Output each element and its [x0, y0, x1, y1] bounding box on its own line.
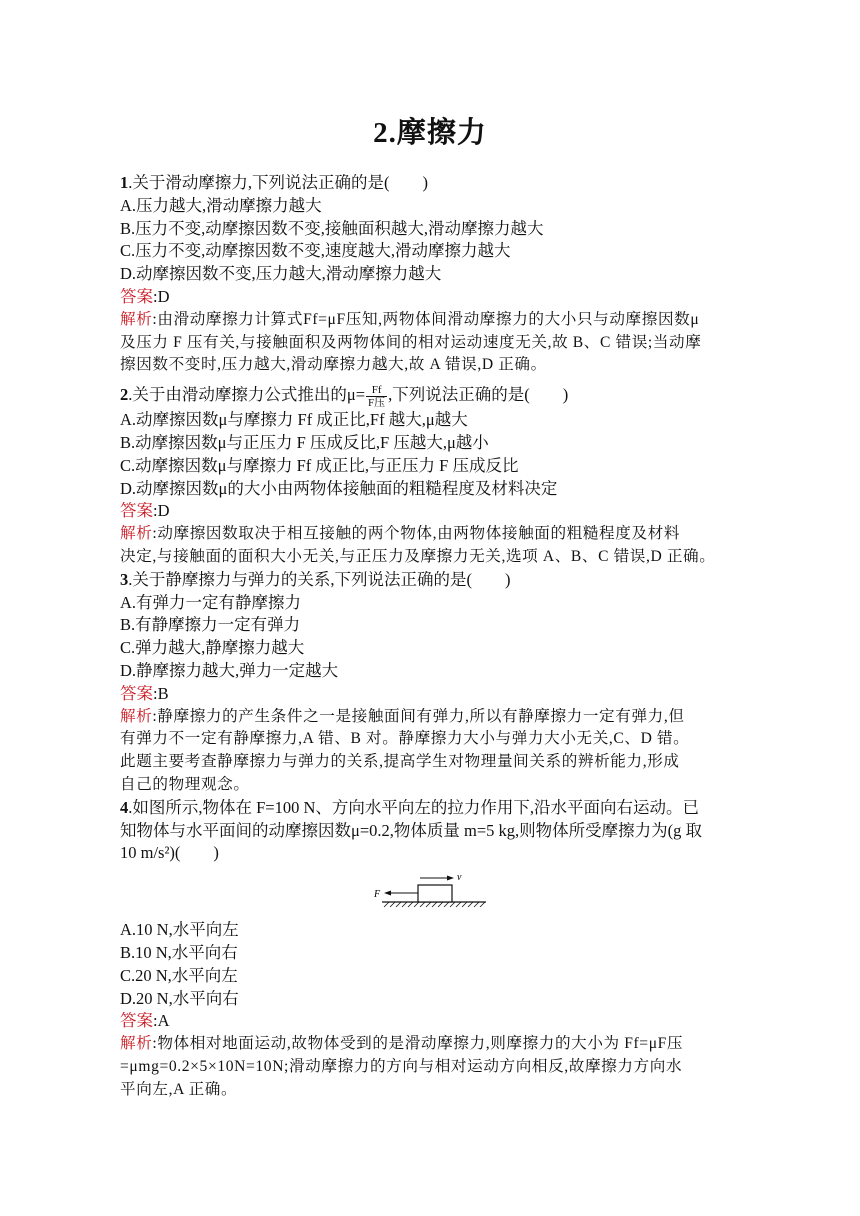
option-a: A.压力越大,滑动摩擦力越大 — [120, 195, 322, 215]
explanation-line: 擦因数不变时,压力越大,滑动摩擦力越大,故 A 错误,D 正确。 — [120, 356, 547, 374]
option-d: D.动摩擦因数μ的大小由两物体接触面的粗糙程度及材料决定 — [120, 478, 558, 498]
question-text: .关于由滑动摩擦力公式推出的μ= — [128, 385, 366, 405]
explanation — [120, 706, 750, 797]
option-c: C.20 N,水平向左 — [120, 965, 238, 985]
answer-label: 答案 — [120, 683, 153, 703]
option-b: B.动摩擦因数μ与正压力 F 压成反比,F 压越大,μ越小 — [120, 432, 489, 452]
option-b: B.10 N,水平向右 — [120, 942, 238, 962]
explanation-line: =μmg=0.2×5×10N=10N;滑动摩擦力的方向与相对运动方向相反,故摩擦力方向水 — [120, 1057, 683, 1075]
physics-figure — [120, 865, 750, 919]
explanation-label: 解析 — [120, 707, 153, 725]
block — [418, 885, 452, 902]
explanation-line: 自己的物理观念。 — [120, 775, 250, 793]
question-text: ,下列说法正确的是( ) — [388, 385, 569, 405]
explanation-text: :动摩擦因数取决于相互接触的两个物体,由两物体接触面的粗糙程度及材料 — [152, 525, 681, 543]
question-text: .关于静摩擦力与弹力的关系,下列说法正确的是( ) — [128, 569, 511, 589]
question-number: 3 — [120, 569, 129, 589]
explanation-line — [120, 309, 750, 332]
answer-label: 答案 — [120, 501, 153, 521]
question-number: 4 — [120, 797, 129, 817]
question-text: 10 m/s²)( ) — [120, 843, 219, 863]
explanation-line: 有弹力不一定有静摩擦力,A 错、B 对。静摩擦力大小与弹力大小无关,C、D 错。 — [120, 730, 690, 748]
explanation — [120, 523, 750, 569]
option-a: A.动摩擦因数μ与摩擦力 Ff 成正比,Ff 越大,μ越大 — [120, 410, 468, 430]
explanation-line: 决定,与接触面的面积大小无关,与正压力及摩擦力无关,选项 A、B、C 错误,D 正确。 — [120, 547, 716, 565]
option-c: C.弹力越大,静摩擦力越大 — [120, 638, 305, 658]
answer-line — [120, 683, 750, 706]
question-text: .关于滑动摩擦力,下列说法正确的是( ) — [128, 173, 428, 192]
explanation-label: 解析 — [120, 1035, 153, 1053]
page-title: 2.摩擦力 — [373, 117, 487, 149]
option-d: D.动摩擦因数不变,压力越大,滑动摩擦力越大 — [120, 264, 442, 284]
option-a: A.有弹力一定有静摩擦力 — [120, 592, 302, 612]
explanation-line: 平向左,A 正确。 — [120, 1080, 238, 1098]
question-stem — [120, 381, 750, 409]
question-stem — [120, 797, 750, 820]
option-b: B.有静摩擦力一定有弹力 — [120, 615, 301, 635]
question-text: 知物体与水平面间的动摩擦因数μ=0.2,物体质量 m=5 kg,则物体所受摩擦力为(g 取 — [120, 820, 703, 840]
option-a: A.10 N,水平向左 — [120, 920, 239, 940]
question-text: .如图所示,物体在 F=100 N、方向水平向左的拉力作用下,沿水平面向右运动。已 — [128, 797, 700, 817]
question-1 — [120, 172, 750, 377]
explanation-line — [120, 523, 750, 546]
explanation-label: 解析 — [120, 310, 153, 328]
option-c: C.压力不变,动摩擦因数不变,速度越大,滑动摩擦力越大 — [120, 241, 511, 261]
explanation — [120, 1033, 750, 1101]
explanation-line — [120, 706, 750, 729]
answer-label: 答案 — [120, 1011, 153, 1031]
explanation-line: 此题主要考查静摩擦力与弹力的关系,提高学生对物理量间关系的辨析能力,形成 — [120, 753, 680, 771]
force-arrowhead — [384, 891, 391, 896]
explanation-text: :物体相对地面运动,故物体受到的是滑动摩擦力,则摩擦力的大小为 Ff=μF压 — [152, 1035, 684, 1053]
answer-label: 答案 — [120, 286, 153, 306]
question-number: 2 — [120, 385, 129, 405]
answer-line — [120, 1010, 750, 1033]
explanation-label: 解析 — [120, 525, 153, 543]
question-3 — [120, 569, 750, 797]
question-4 — [120, 797, 750, 1102]
force-label: F — [374, 889, 381, 901]
answer-line — [120, 286, 750, 309]
explanation-line: 及压力 F 压有关,与接触面积及两物体间的相对运动速度无关,故 B、C 错误;当动摩 — [120, 333, 702, 351]
option-c: C.动摩擦因数μ与摩擦力 Ff 成正比,与正压力 F 压成反比 — [120, 455, 519, 475]
velocity-arrowhead — [447, 876, 454, 881]
option-b: B.压力不变,动摩擦因数不变,接触面积越大,滑动摩擦力越大 — [120, 218, 544, 238]
ground-hatching — [384, 902, 485, 907]
answer-value: :B — [153, 683, 169, 703]
answer-value: :D — [153, 286, 170, 306]
explanation — [120, 309, 750, 377]
answer-value: :A — [153, 1011, 170, 1031]
formula-fraction — [366, 384, 387, 409]
explanation-text: :由滑动摩擦力计算式Ff=μF压知,两物体间滑动摩擦力的大小只与动摩擦因数μ — [152, 310, 700, 328]
question-number: 1 — [120, 173, 129, 192]
velocity-label: v — [457, 872, 462, 884]
answer-line — [120, 500, 750, 523]
question-stem — [120, 569, 750, 592]
fraction-numerator: Ff — [366, 384, 387, 397]
option-d: D.20 N,水平向右 — [120, 988, 239, 1008]
question-list — [120, 172, 750, 1101]
explanation-text: :静摩擦力的产生条件之一是接触面间有弹力,所以有静摩擦力一定有弹力,但 — [152, 707, 685, 725]
explanation-line — [120, 1033, 750, 1056]
option-d: D.静摩擦力越大,弹力一定越大 — [120, 660, 339, 680]
fraction-denominator: F压 — [368, 396, 386, 409]
question-stem — [120, 172, 750, 195]
answer-value: :D — [153, 501, 170, 521]
block-force-diagram — [370, 871, 490, 913]
question-2 — [120, 381, 750, 569]
